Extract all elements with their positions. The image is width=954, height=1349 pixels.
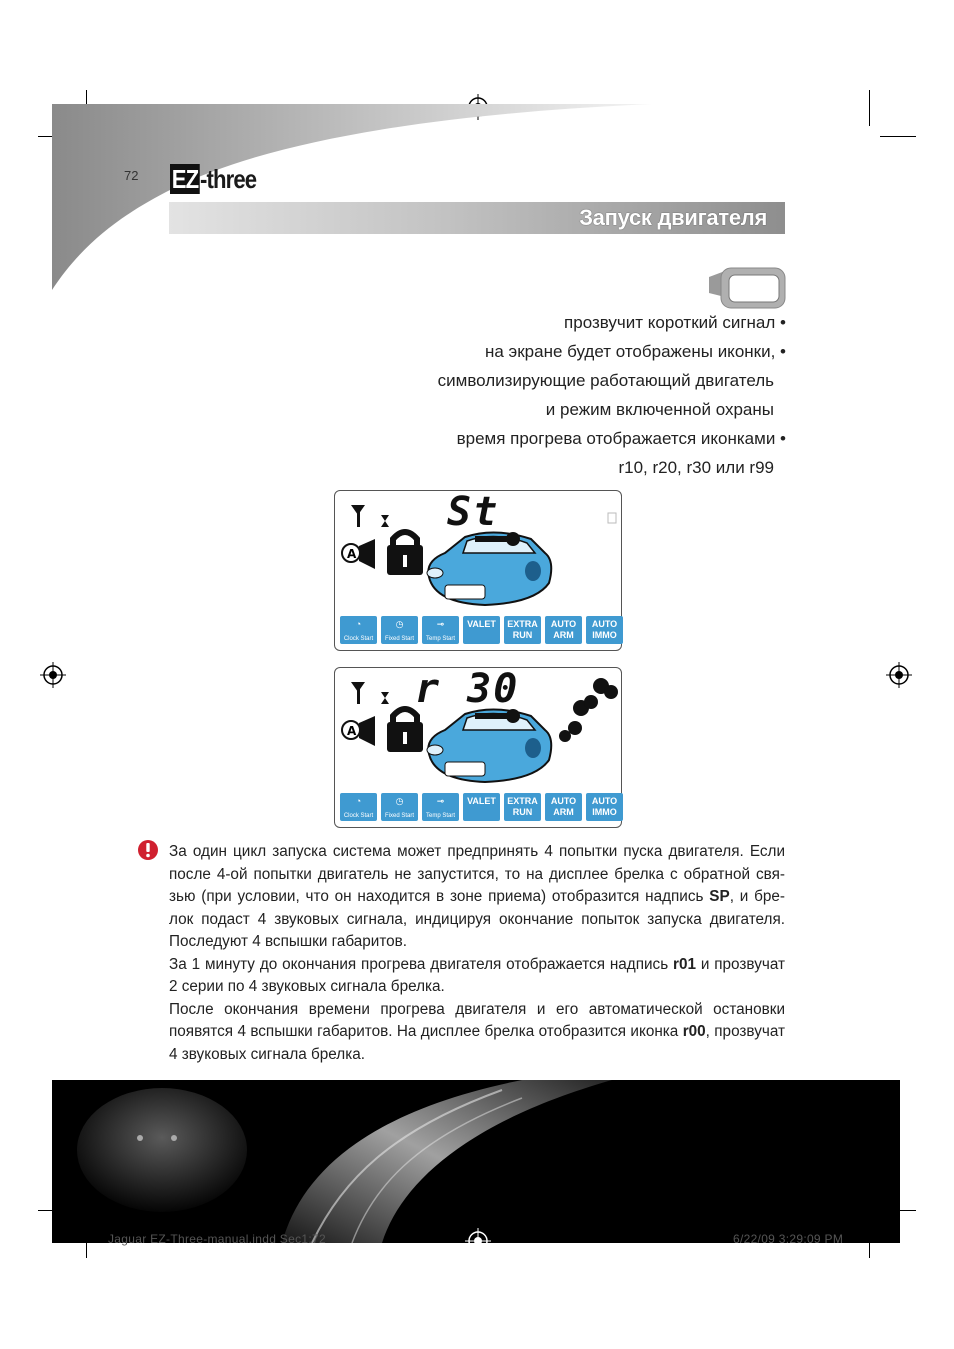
temp-start-indicator: ⊸ Temp Start <box>422 793 459 821</box>
lock-icon <box>387 532 423 575</box>
paragraph: После окончания времени прогрева двигателя и его автоматической остановки появятся 4 вспышки габаритов. На дисплее брелка отобразится иконка r00, прозвучат 4 звуковых сигнала брелка. <box>169 1000 785 1063</box>
footer-file-slug: Jaguar EZ-Three-manual.indd Sec1:72 <box>108 1232 326 1246</box>
clock-start-indicator: ◔ Clock Start <box>340 616 377 644</box>
list-item: символизирующие работающий двигатель <box>437 371 774 390</box>
registration-mark-icon <box>886 662 912 688</box>
hourglass-icon <box>381 515 389 527</box>
footer-timestamp: 6/22/09 3:29:09 PM <box>733 1232 844 1246</box>
header-swoosh <box>52 104 652 290</box>
fixed-start-indicator: ◷ Fixed Start <box>381 616 418 644</box>
lock-icon <box>387 709 423 752</box>
antenna-icon <box>351 682 365 704</box>
siren-icon <box>342 539 375 569</box>
siren-icon <box>342 716 375 746</box>
registration-mark-icon <box>465 1228 491 1254</box>
valet-indicator: VALET <box>463 793 500 821</box>
list-item: на экране будет отображены иконки, • <box>484 342 786 361</box>
note-text <box>169 841 785 1066</box>
hourglass-icon <box>381 692 389 704</box>
brand-logo: EZ-three <box>171 164 257 194</box>
registration-mark-icon <box>40 662 66 688</box>
extra-run-indicator: EXTRA RUN <box>504 616 541 644</box>
lcd-screen-start <box>334 490 622 651</box>
list-item: время прогрева отображается иконками • <box>456 429 786 448</box>
valet-indicator: VALET <box>463 616 500 644</box>
list-item: и режим включенной охраны <box>545 400 774 419</box>
car-icon <box>427 709 551 782</box>
lcd-digit-display: r 30 <box>415 666 520 712</box>
paragraph: За 1 минуту до окончания прогрева двигателя отображается надпись r01 и прозвучат 2 серии по 4 звуковых сигнала брелка. <box>169 955 785 995</box>
auto-arm-indicator: AUTO ARM <box>545 793 582 821</box>
auto-immo-indicator: AUTO IMMO <box>586 793 623 821</box>
warning-icon <box>137 839 159 861</box>
section-title: Запуск двигателя <box>579 205 767 230</box>
svg-text:A: A <box>347 547 357 561</box>
list-item: прозвучит короткий сигнал • <box>564 313 786 332</box>
lcd-digit-display: St <box>447 489 500 535</box>
exhaust-smoke-icon <box>559 678 618 742</box>
list-item: r10, r20, r30 или r99 <box>618 458 774 477</box>
lcd-screen-warmup <box>334 667 622 828</box>
footer-jaguar-image <box>52 1080 900 1243</box>
page-number: 72 <box>124 168 139 183</box>
clock-start-indicator: ◔ Clock Start <box>340 793 377 821</box>
auto-immo-indicator: AUTO IMMO <box>586 616 623 644</box>
section-title-bar <box>169 202 785 234</box>
bullet-list <box>438 308 786 482</box>
key-fob-icon <box>707 267 787 309</box>
paragraph: За один цикл запуска система может предпринять 4 попытки пуска двигателя. Если после 4-ой попытки двигатель не запустится, то на дисплее брелка с обратной свя-зью (при условии, что он находится в зоне приема) отобразится надпись SP, и бре-лок подаст 4 звуковых сигнала, индицируя окончание попыток запуска двигателя. Последуют 4 вспышки габаритов. <box>169 843 785 950</box>
extra-run-indicator: EXTRA RUN <box>504 793 541 821</box>
temp-start-indicator: ⊸ Temp Start <box>422 616 459 644</box>
antenna-icon <box>351 505 365 527</box>
svg-text:A: A <box>347 724 357 738</box>
car-icon <box>427 532 551 605</box>
auto-arm-indicator: AUTO ARM <box>545 616 582 644</box>
fixed-start-indicator: ◷ Fixed Start <box>381 793 418 821</box>
